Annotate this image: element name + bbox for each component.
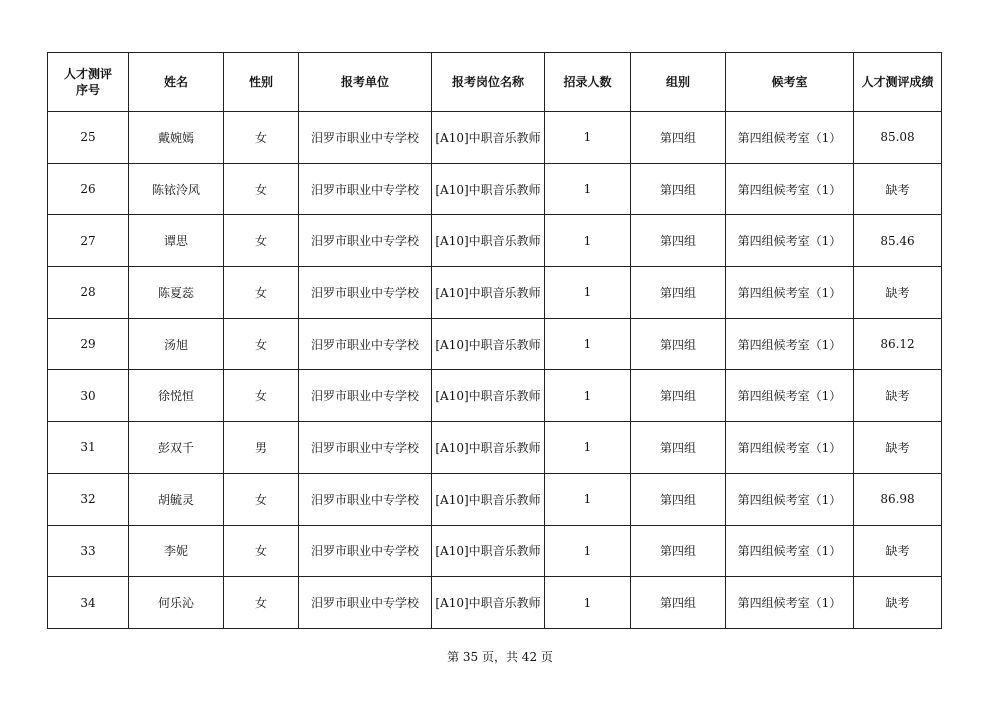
cell-group: 第四组 — [631, 112, 726, 164]
cell-position: [A10]中职音乐教师 — [432, 163, 545, 215]
table-row — [48, 112, 942, 164]
cell-waiting-room: 第四组候考室（1） — [726, 577, 854, 629]
cell-quota: 1 — [545, 422, 631, 474]
cell-waiting-room: 第四组候考室（1） — [726, 318, 854, 370]
page-number: 第 35 页，共 42 页 — [447, 650, 553, 664]
cell-unit: 汨罗市职业中专学校 — [299, 577, 432, 629]
cell-gender: 女 — [224, 215, 299, 267]
table-row — [48, 525, 942, 577]
cell-position: [A10]中职音乐教师 — [432, 577, 545, 629]
header-cell-serial: 人才测评 序号 — [48, 53, 129, 112]
table-row — [48, 370, 942, 422]
cell-score: 85.08 — [854, 112, 942, 164]
cell-waiting-room: 第四组候考室（1） — [726, 370, 854, 422]
cell-name: 陈铱泠风 — [129, 163, 224, 215]
cell-position: [A10]中职音乐教师 — [432, 112, 545, 164]
cell-group: 第四组 — [631, 163, 726, 215]
cell-waiting-room: 第四组候考室（1） — [726, 525, 854, 577]
cell-score: 86.12 — [854, 318, 942, 370]
table-row — [48, 267, 942, 319]
cell-name: 戴婉嫣 — [129, 112, 224, 164]
cell-serial: 29 — [48, 318, 129, 370]
cell-unit: 汨罗市职业中专学校 — [299, 473, 432, 525]
cell-group: 第四组 — [631, 525, 726, 577]
table-row — [48, 318, 942, 370]
cell-unit: 汨罗市职业中专学校 — [299, 163, 432, 215]
cell-serial: 34 — [48, 577, 129, 629]
cell-waiting-room: 第四组候考室（1） — [726, 267, 854, 319]
cell-quota: 1 — [545, 215, 631, 267]
cell-position: [A10]中职音乐教师 — [432, 422, 545, 474]
header-cell-position: 报考岗位名称 — [432, 53, 545, 112]
table-row — [48, 215, 942, 267]
cell-gender: 女 — [224, 473, 299, 525]
table-body — [48, 112, 942, 629]
cell-name: 胡毓灵 — [129, 473, 224, 525]
cell-group: 第四组 — [631, 370, 726, 422]
cell-group: 第四组 — [631, 473, 726, 525]
cell-quota: 1 — [545, 525, 631, 577]
cell-unit: 汨罗市职业中专学校 — [299, 215, 432, 267]
cell-position: [A10]中职音乐教师 — [432, 525, 545, 577]
cell-serial: 31 — [48, 422, 129, 474]
cell-gender: 女 — [224, 267, 299, 319]
header-cell-gender: 性别 — [224, 53, 299, 112]
cell-quota: 1 — [545, 163, 631, 215]
cell-name: 汤旭 — [129, 318, 224, 370]
table-row — [48, 577, 942, 629]
cell-group: 第四组 — [631, 267, 726, 319]
cell-position: [A10]中职音乐教师 — [432, 370, 545, 422]
cell-position: [A10]中职音乐教师 — [432, 473, 545, 525]
cell-quota: 1 — [545, 318, 631, 370]
cell-score: 缺考 — [854, 422, 942, 474]
cell-group: 第四组 — [631, 422, 726, 474]
cell-position: [A10]中职音乐教师 — [432, 267, 545, 319]
cell-score: 缺考 — [854, 267, 942, 319]
header-row — [48, 53, 942, 112]
cell-gender: 女 — [224, 318, 299, 370]
header-cell-name: 姓名 — [129, 53, 224, 112]
cell-unit: 汨罗市职业中专学校 — [299, 370, 432, 422]
cell-quota: 1 — [545, 577, 631, 629]
cell-waiting-room: 第四组候考室（1） — [726, 163, 854, 215]
cell-unit: 汨罗市职业中专学校 — [299, 422, 432, 474]
cell-unit: 汨罗市职业中专学校 — [299, 525, 432, 577]
cell-name: 彭双千 — [129, 422, 224, 474]
table-row — [48, 473, 942, 525]
cell-position: [A10]中职音乐教师 — [432, 318, 545, 370]
cell-score: 缺考 — [854, 577, 942, 629]
cell-serial: 30 — [48, 370, 129, 422]
cell-group: 第四组 — [631, 215, 726, 267]
cell-serial: 25 — [48, 112, 129, 164]
header-cell-waiting-room: 候考室 — [726, 53, 854, 112]
cell-quota: 1 — [545, 267, 631, 319]
table-row — [48, 422, 942, 474]
cell-waiting-room: 第四组候考室（1） — [726, 215, 854, 267]
cell-quota: 1 — [545, 473, 631, 525]
cell-score: 缺考 — [854, 370, 942, 422]
cell-waiting-room: 第四组候考室（1） — [726, 112, 854, 164]
cell-name: 陈夏蕊 — [129, 267, 224, 319]
cell-gender: 女 — [224, 112, 299, 164]
cell-quota: 1 — [545, 370, 631, 422]
cell-name: 李妮 — [129, 525, 224, 577]
cell-serial: 27 — [48, 215, 129, 267]
cell-serial: 33 — [48, 525, 129, 577]
cell-waiting-room: 第四组候考室（1） — [726, 422, 854, 474]
cell-gender: 女 — [224, 525, 299, 577]
cell-unit: 汨罗市职业中专学校 — [299, 267, 432, 319]
cell-group: 第四组 — [631, 577, 726, 629]
table-row — [48, 163, 942, 215]
cell-gender: 女 — [224, 370, 299, 422]
cell-serial: 26 — [48, 163, 129, 215]
header-cell-unit: 报考单位 — [299, 53, 432, 112]
cell-serial: 32 — [48, 473, 129, 525]
cell-score: 86.98 — [854, 473, 942, 525]
cell-unit: 汨罗市职业中专学校 — [299, 318, 432, 370]
cell-score: 缺考 — [854, 163, 942, 215]
cell-waiting-room: 第四组候考室（1） — [726, 473, 854, 525]
cell-name: 何乐沁 — [129, 577, 224, 629]
cell-group: 第四组 — [631, 318, 726, 370]
cell-score: 缺考 — [854, 525, 942, 577]
cell-quota: 1 — [545, 112, 631, 164]
cell-unit: 汨罗市职业中专学校 — [299, 112, 432, 164]
cell-gender: 女 — [224, 163, 299, 215]
cell-gender: 男 — [224, 422, 299, 474]
cell-position: [A10]中职音乐教师 — [432, 215, 545, 267]
cell-gender: 女 — [224, 577, 299, 629]
cell-name: 谭思 — [129, 215, 224, 267]
cell-serial: 28 — [48, 267, 129, 319]
header-cell-group: 组别 — [631, 53, 726, 112]
header-cell-score: 人才测评成绩 — [854, 53, 942, 112]
cell-name: 徐悦恒 — [129, 370, 224, 422]
header-cell-quota: 招录人数 — [545, 53, 631, 112]
cell-score: 85.46 — [854, 215, 942, 267]
score-table — [47, 52, 942, 629]
